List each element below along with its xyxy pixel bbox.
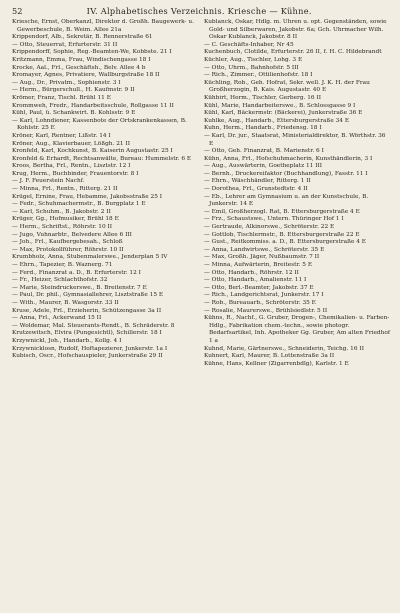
directory-entry: — Gust., Reitkommiss. a. D., B. Ettersburgerstraße 4 E	[204, 239, 366, 246]
directory-entry: — Jugo, Vuhnarbtr., Belvedere Allee 6 III	[12, 231, 132, 238]
directory-entry: — Aug., Dr., Privatm., Sophienstr. 3 I	[12, 79, 121, 86]
directory-entry: — Max, Protokollführer, Röhrstr. 10 II	[12, 246, 124, 253]
directory-entry: — J. F. Feuerstein Nachf.	[12, 178, 85, 185]
directory-entry: — Fedr., Schuhmachermstr., B. Burgplatz 1 E	[12, 201, 146, 208]
directory-entry: — Bernh., Druckereifaktor (Buchhandlung), Fasstr. 11 I	[204, 170, 368, 177]
directory-entry: Kröner, Aug., Klavierbauer, Lößgh. 21 II	[12, 140, 130, 147]
page-title: IV. Alphabetisches Verzeichnis. Kriesche — Kühne.	[86, 6, 312, 16]
directory-entry: Kuhn, Herm., Handarb., Friedensg. 18 I	[204, 125, 322, 132]
directory-entry: Kühl, Marie, Handarbeiterswe., B. Schlossgasse 9 I	[204, 102, 356, 109]
directory-entry: Krippendorff, Sophie, Reg.-Beamten-We, Kobbste. 21 I	[12, 49, 172, 56]
directory-entry: — Karl, Dr. jur., Staatsrat, Ministerialdirektor, B. Wörthstr. 36 E	[204, 132, 386, 147]
directory-entry: — Frz., Schaustswe., Untern. Thüringer Hof 1 I	[204, 216, 344, 223]
directory-entry: Kronfeld & Erhardt, Rechtsanwälte, Bureau: Hummelstr. 6 E	[12, 155, 192, 162]
directory-entry: Küchling, Rob., Geh. Hofrat, Sekr. well. J. K. H. der Frau Großherzogin, B. Kais. Augustastr. 40 E	[204, 79, 370, 94]
page-number: 52	[12, 6, 23, 16]
directory-entry: Krüger, Gg., Hofmusiker, Brühl 18 E	[12, 216, 119, 223]
directory-entry: — Rich., Landgerichtsrat, Junkerstr. 17 I	[204, 292, 324, 299]
directory-entry: — Aug., Auswärterin, Goetheplatz 11 III	[204, 163, 323, 170]
directory-entry: Kruse, Adele, Frl., Erzieherin, Schützengasse 3a II	[12, 307, 162, 314]
directory-entry: — Karl, Schuhm., B. Jakobstr. 2 II	[12, 208, 111, 215]
directory-entry: — Marie, Steindruckerswe., B. Breitenstr. 7 E	[12, 284, 147, 291]
directory-entry: Kuhnd, Marie, Gärtnerswe., Schneiderin, Teichg. 16 II	[204, 345, 364, 352]
directory-entry: Kriesche, Ernst, Oberkanzl, Direktor d. Großh. Baugewerk- u. Gewerbeschule, B. Weim. Allee 21a	[12, 19, 194, 33]
directory-entry: — Rosalie, Maurerswe., Brühlsiedlstr. 5 II	[204, 307, 328, 314]
directory-entry: — Joh., Frl., Kaufbergebesah., Schloß	[12, 239, 123, 246]
directory-entry: — Paul, Dr. phil., Gymnasiallehrer, Lisztstraße 15 E	[12, 292, 164, 299]
directory-columns	[12, 19, 390, 368]
directory-entry: Küchler, Aug., Tischler, Lohg. 3 E	[204, 56, 303, 63]
directory-entry: — Ferd., Finanzrat a. D., B. Erfurterstr. 12 I	[12, 269, 141, 276]
directory-entry: — Karl, Lohndiener, Kassenbote der Ortskrankenkassen, B. Kohlstr. 25 E	[12, 117, 187, 132]
directory-entry: — Ehrn., Wäschhändler, Ritterg. 1 II	[204, 178, 311, 185]
directory-entry: — Herm., Bürgerschull., H. Kaufmstr. 9 II	[12, 87, 135, 94]
directory-entry: Kronfeld, Karl, Kochkunst, B. Kaiserin Augustastr. 25 I	[12, 148, 173, 155]
directory-entry: Kromayer, Agnes, Privatiere, Wallburgstraße 18 II	[12, 72, 160, 79]
directory-entry: — Otto, Handarb., Röhrstr. 12 II	[204, 269, 299, 276]
directory-entry: — Otto, Uhrm., Bahnhofstr. 5 III	[204, 64, 299, 71]
directory-entry: — Otto, Geh. Finanzrat, B. Marienstr. 6 I	[204, 148, 324, 155]
directory-entry: — Rich., Zimmer., Ottilienhofstr. 18 I	[204, 72, 313, 79]
directory-entry: Kühl, Karl, Bäckermstr. (Bäckerei), Junkerstraße 36 E	[204, 110, 363, 117]
directory-entry: Kritzmann, Emma, Frau, Windischengasse 18 I	[12, 56, 151, 63]
directory-entry: — Otto, Berl.-Beamter, Jakobstr. 37 E	[204, 284, 314, 291]
directory-entry: — Gottlob, Tischlermstr., B. Ettersburgerstraße 22 E	[204, 231, 360, 238]
directory-entry: Krocke, Aal., Frl., Geschäftsh., Belv. Allee 4 b	[12, 64, 146, 71]
directory-entry: Kuhlke, Aug., Handarb., Ettersburgerstraße 34 E	[204, 117, 350, 124]
directory-entry: Krommweh, Fredr., Handarbeitsschule, Rollgasse 11 II	[12, 102, 174, 109]
directory-entry: Kroos, Bertha, Frl., Rentn., Lisztstr. 12 I	[12, 163, 131, 170]
directory-entry: — With., Maurer, B. Wasgorstr. 33 II	[12, 299, 119, 306]
directory-entry: — Minna, Aufwärterin, Breitestr. 5 E	[204, 262, 313, 268]
page-header	[12, 5, 390, 17]
left-column	[12, 19, 198, 368]
directory-entry: Kühl, Paul, ü. Schankwirt. B. Kohlsstr. 9 E	[12, 110, 136, 117]
directory-entry: Kröner, Karl, Rentner, Lißstr. 14 I	[12, 132, 111, 139]
directory-entry: Kuchenbuch, Clotilde, Erfurterstr. 26 II, f. H. C. Hildebrandt	[204, 49, 382, 56]
right-column	[204, 19, 390, 368]
directory-entry: Kuhnert, Karl, Maurer, B. Lottenstraße 3a II	[204, 353, 335, 360]
directory-entry: — Emil, Großherzogl. Rat, B. Ettersburgerstraße 4 E	[204, 208, 360, 215]
directory-entry: — Minna, Frl., Rentn., Ritterg. 21 II	[12, 186, 118, 193]
directory-entry: — Herm., Schriftst., Röhrstr. 10 II	[12, 224, 113, 231]
directory-entry: Kühbirt, Herm., Tischler, Gerberg. 16 II	[204, 94, 322, 101]
directory-entry: Kühns, R., Nachf., G. Gruber, Drogen-, Chemikalien- u. Farben-Hdlg., Fabrikation chem.-techn., sowie photogr. Bedarfsartikel, Inh. Apotheker Gg. Gruber, Am alten Friedhof 1 a	[204, 315, 390, 344]
directory-entry: — Dorothea, Frl., Grunstedtstr. 4 II	[204, 186, 308, 193]
directory-entry: — Anna, Frl., Ackerwand 15 II	[12, 315, 102, 322]
directory-entry: Kühn, Anna, Frl., Hofschuhmacherin, Kunsthändlerin, 3 I	[204, 155, 373, 162]
directory-entry: — Ehrn., Tapezier, B. Waznerg. 71	[12, 262, 113, 268]
directory-entry: — Anna, Landwirtswe., Schröterstr. 35 E	[204, 246, 325, 253]
directory-entry: — Max, Großh. Jäger, Nußbaumstr. 7 II	[204, 254, 320, 261]
directory-entry: Krug, Herm., Buchbinder, Frauentorstr. 8 I	[12, 170, 139, 177]
directory-entry: Kublanck, Oskar, Hdlg. m. Uhren u. opt. Gegenständen, sowie Gold- und Silberwaren, Jakobstr. 6a; Gch. Uhrmacher Wilh. Oskar Kublanck, Jakobstr. 8 II	[204, 19, 387, 41]
directory-entry: Kubisch, Oscr., Hofschauspieler, Junkerstraße 29 II	[12, 353, 163, 360]
directory-entry: Kühne, Hans, Kellner (Zigarrenbdlg), Karlstr. 1 E	[204, 360, 349, 367]
directory-entry: — Eb., Lehrer am Gymnasium u. an der Kunstschule, B. Junkerstr. 14 E	[204, 193, 369, 208]
directory-entry: Krippendorf, Alb., Sekretär, B. Rennerstraße 61	[12, 34, 153, 41]
directory-entry: — Otto, Handarb., Amalienstr. 11 I	[204, 277, 307, 284]
directory-entry: — Gertraude, Alkinorswe., Schröterstr. 22 E	[204, 224, 335, 231]
directory-entry: — Fr., Heizer, Schlachthofstr. 32	[12, 277, 108, 284]
directory-entry: Krzywnicklosn, Rudolf, Hoftapezierer, Junkerstr. 1a I	[12, 345, 168, 352]
directory-entry: Krügel, Ernine, Frau, Hebamme, Jakobsstraße 25 I	[12, 193, 163, 200]
directory-entry: — C. Geschäfts-Inhaber, Nr 45	[204, 41, 294, 48]
directory-entry: — Woldemar, Mal. Steuerants-Rendt., B. Schräderstr. 8	[12, 322, 175, 329]
directory-entry: Krumbholz, Anna, Stubenmalerswe., Jenderplan 5 IV	[12, 254, 168, 261]
directory-entry: — Otto, Steuerrat, Erfurterstr. 31 II	[12, 41, 118, 48]
directory-entry: Krutzewitsch, Elvira (Pungesichtl), Schillerstr. 18 I	[12, 330, 162, 337]
directory-entry: Krömer, Franz, Tischl. Brühl 11 E	[12, 94, 111, 101]
directory-entry: — Rob., Bureauarb., Schröterstr. 35 E	[204, 299, 316, 306]
directory-entry: Krzywnickl, Joh., Handarb., Kollg. 4 I	[12, 337, 122, 344]
